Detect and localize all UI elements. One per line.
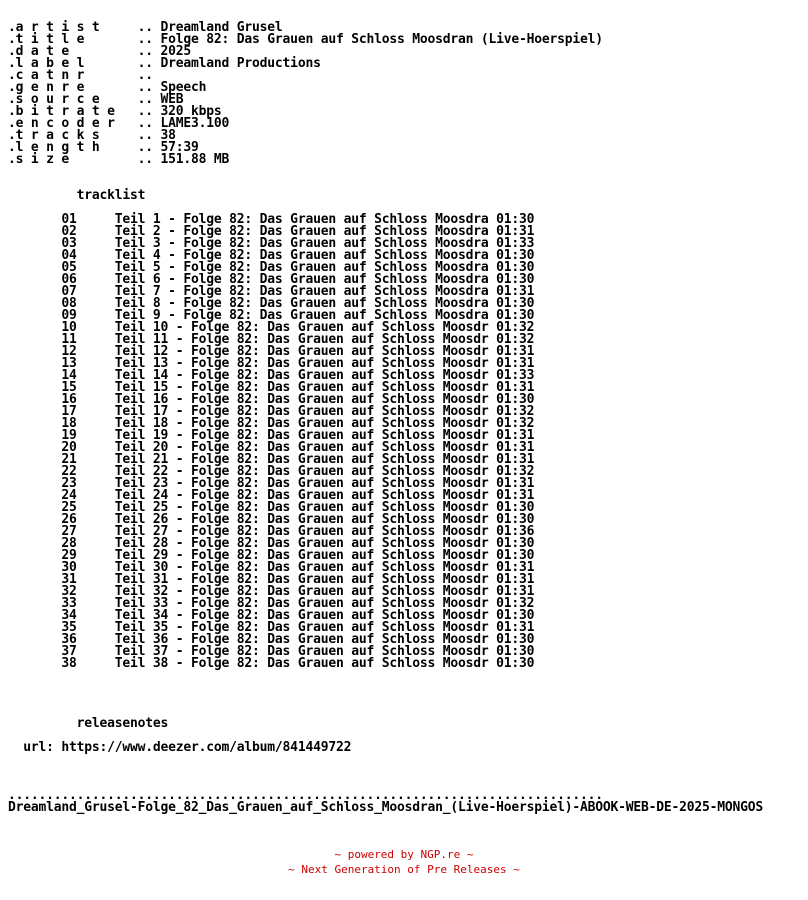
track-row: 31 Teil 31 - Folge 82: Das Grauen auf Schloss Moosdr 01:31 (8, 572, 535, 587)
tracklist (8, 214, 763, 670)
nfo-text (8, 22, 763, 814)
dot-separator: .............................................................................. (8, 788, 603, 803)
info-bitrate: .b i t r a t e .. 320 kbps (8, 104, 222, 119)
info-title: .t i t l e .. Folge 82: Das Grauen auf Schloss Moosdran (Live-Hoerspiel) (8, 32, 603, 47)
track-row: 03 Teil 3 - Folge 82: Das Grauen auf Schloss Moosdra 01:33 (8, 236, 535, 251)
track-row: 13 Teil 13 - Folge 82: Das Grauen auf Schloss Moosdr 01:31 (8, 356, 535, 371)
track-row: 33 Teil 33 - Folge 82: Das Grauen auf Schloss Moosdr 01:32 (8, 596, 535, 611)
release-name: Dreamland_Grusel-Folge_82_Das_Grauen_auf_Schloss_Moosdran_(Live-Hoerspiel)-ABOOK-WEB-DE-2025-MONGOS (8, 800, 764, 815)
info-encoder: .e n c o d e r .. LAME3.100 (8, 116, 230, 131)
footer (0, 847, 808, 877)
track-row: 16 Teil 16 - Folge 82: Das Grauen auf Schloss Moosdr 01:30 (8, 392, 535, 407)
track-row: 14 Teil 14 - Folge 82: Das Grauen auf Schloss Moosdr 01:33 (8, 368, 535, 383)
track-row: 10 Teil 10 - Folge 82: Das Grauen auf Schloss Moosdr 01:32 (8, 320, 535, 335)
track-row: 12 Teil 12 - Folge 82: Das Grauen auf Schloss Moosdr 01:31 (8, 344, 535, 359)
track-row: 06 Teil 6 - Folge 82: Das Grauen auf Schloss Moosdra 01:30 (8, 272, 535, 287)
track-row: 07 Teil 7 - Folge 82: Das Grauen auf Schloss Moosdra 01:31 (8, 284, 535, 299)
powered-by-text: ~ powered by NGP.re ~ (334, 848, 474, 861)
info-label: .l a b e l .. Dreamland Productions (8, 56, 321, 71)
track-row: 26 Teil 26 - Folge 82: Das Grauen auf Schloss Moosdr 01:30 (8, 512, 535, 527)
releasenotes-heading: releasenotes (8, 716, 169, 731)
track-row: 27 Teil 27 - Folge 82: Das Grauen auf Schloss Moosdr 01:36 (8, 524, 535, 539)
track-row: 32 Teil 32 - Folge 82: Das Grauen auf Schloss Moosdr 01:31 (8, 584, 535, 599)
track-row: 21 Teil 21 - Folge 82: Das Grauen auf Schloss Moosdr 01:31 (8, 452, 535, 467)
track-row: 19 Teil 19 - Folge 82: Das Grauen auf Schloss Moosdr 01:31 (8, 428, 535, 443)
info-artist: .a r t i s t .. Dreamland Grusel (8, 20, 283, 35)
info-size: .s i z e .. 151.88 MB (8, 152, 230, 167)
track-row: 37 Teil 37 - Folge 82: Das Grauen auf Schloss Moosdr 01:30 (8, 644, 535, 659)
track-row: 04 Teil 4 - Folge 82: Das Grauen auf Schloss Moosdra 01:30 (8, 248, 535, 263)
track-row: 18 Teil 18 - Folge 82: Das Grauen auf Schloss Moosdr 01:32 (8, 416, 535, 431)
track-row: 17 Teil 17 - Folge 82: Das Grauen auf Schloss Moosdr 01:32 (8, 404, 535, 419)
track-row: 29 Teil 29 - Folge 82: Das Grauen auf Schloss Moosdr 01:30 (8, 548, 535, 563)
track-row: 22 Teil 22 - Folge 82: Das Grauen auf Schloss Moosdr 01:32 (8, 464, 535, 479)
tracklist-heading: tracklist (8, 188, 146, 203)
info-length: .l e n g t h .. 57:39 (8, 140, 199, 155)
track-row: 30 Teil 30 - Folge 82: Das Grauen auf Schloss Moosdr 01:31 (8, 560, 535, 575)
info-source: .s o u r c e .. WEB (8, 92, 184, 107)
track-row: 28 Teil 28 - Folge 82: Das Grauen auf Schloss Moosdr 01:30 (8, 536, 535, 551)
track-row: 34 Teil 34 - Folge 82: Das Grauen auf Schloss Moosdr 01:30 (8, 608, 535, 623)
tagline-text: ~ Next Generation of Pre Releases ~ (288, 863, 520, 876)
info-genre: .g e n r e .. Speech (8, 80, 207, 95)
track-row: 25 Teil 25 - Folge 82: Das Grauen auf Schloss Moosdr 01:30 (8, 500, 535, 515)
track-row: 11 Teil 11 - Folge 82: Das Grauen auf Schloss Moosdr 01:32 (8, 332, 535, 347)
track-row: 20 Teil 20 - Folge 82: Das Grauen auf Schloss Moosdr 01:31 (8, 440, 535, 455)
release-url: url: https://www.deezer.com/album/841449722 (8, 740, 352, 755)
track-row: 08 Teil 8 - Folge 82: Das Grauen auf Schloss Moosdra 01:30 (8, 296, 535, 311)
track-row: 05 Teil 5 - Folge 82: Das Grauen auf Schloss Moosdra 01:30 (8, 260, 535, 275)
track-row: 09 Teil 9 - Folge 82: Das Grauen auf Schloss Moosdra 01:30 (8, 308, 535, 323)
track-row: 01 Teil 1 - Folge 82: Das Grauen auf Schloss Moosdra 01:30 (8, 212, 535, 227)
info-tracks: .t r a c k s .. 38 (8, 128, 176, 143)
info-catnr: .c a t n r .. (8, 68, 153, 83)
track-row: 15 Teil 15 - Folge 82: Das Grauen auf Schloss Moosdr 01:31 (8, 380, 535, 395)
track-row: 35 Teil 35 - Folge 82: Das Grauen auf Schloss Moosdr 01:31 (8, 620, 535, 635)
track-row: 38 Teil 38 - Folge 82: Das Grauen auf Schloss Moosdr 01:30 (8, 656, 535, 671)
track-row: 02 Teil 2 - Folge 82: Das Grauen auf Schloss Moosdra 01:31 (8, 224, 535, 239)
track-row: 36 Teil 36 - Folge 82: Das Grauen auf Schloss Moosdr 01:30 (8, 632, 535, 647)
track-row: 24 Teil 24 - Folge 82: Das Grauen auf Schloss Moosdr 01:31 (8, 488, 535, 503)
track-row: 23 Teil 23 - Folge 82: Das Grauen auf Schloss Moosdr 01:31 (8, 476, 535, 491)
info-date: .d a t e .. 2025 (8, 44, 192, 59)
